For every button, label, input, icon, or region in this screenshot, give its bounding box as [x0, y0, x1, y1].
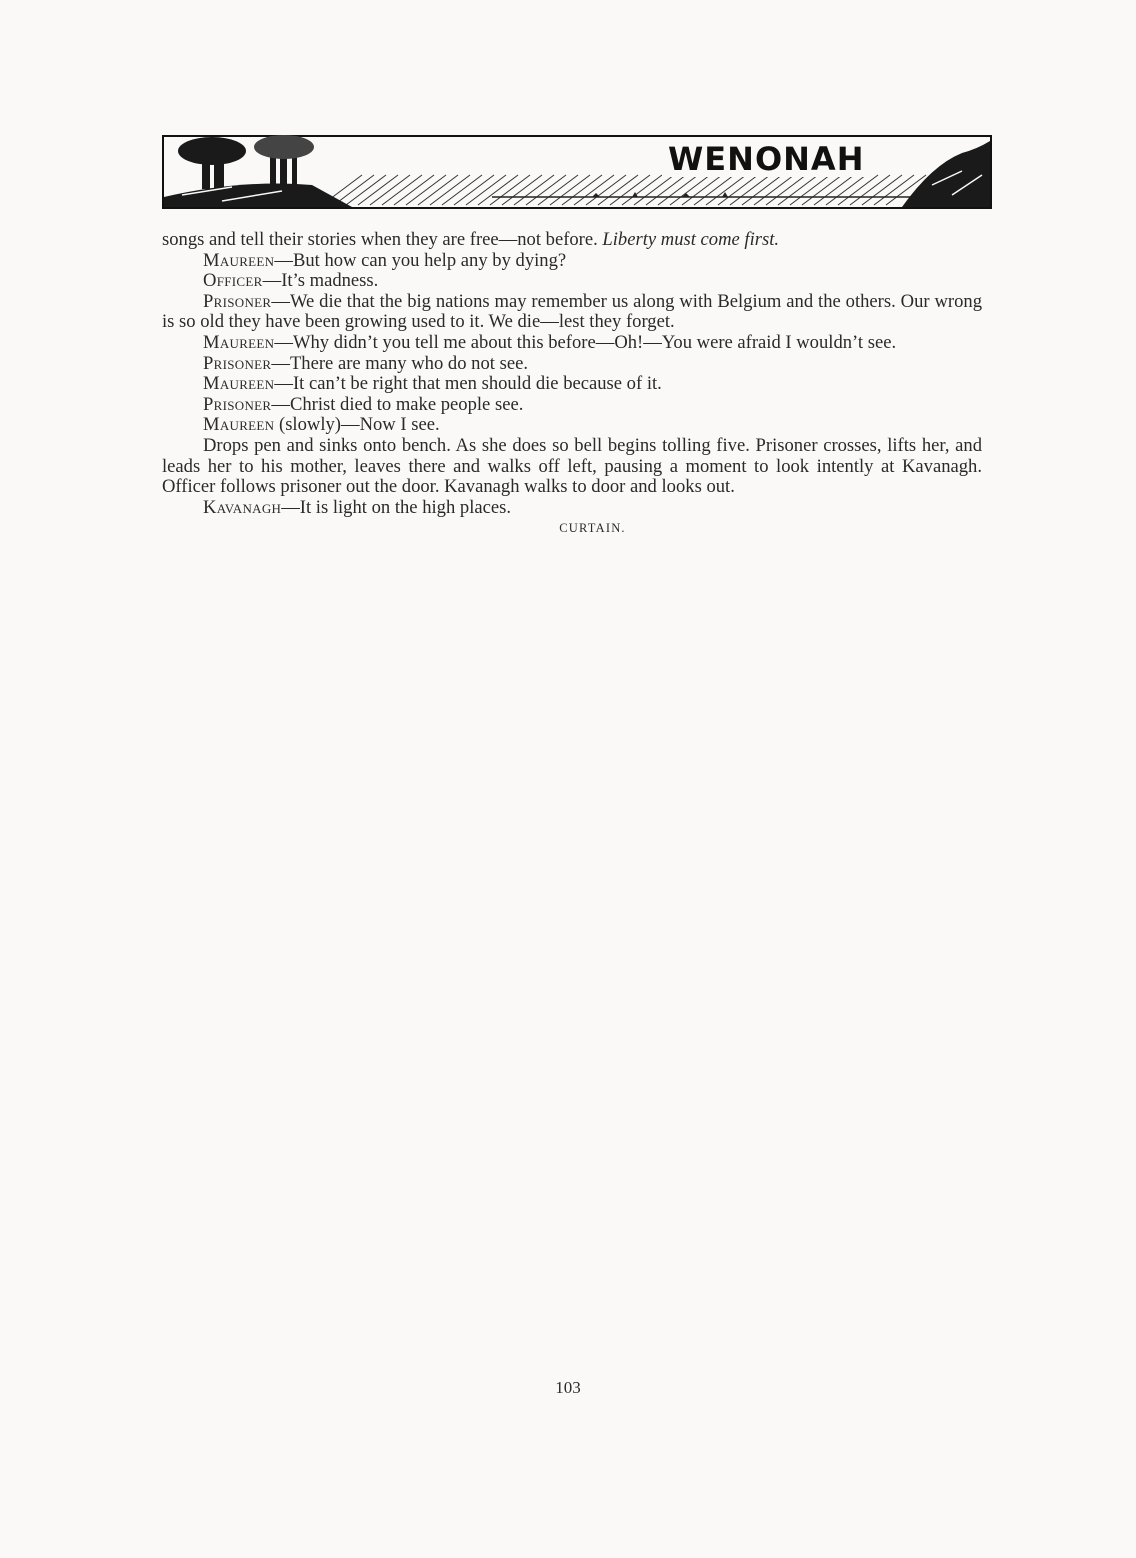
page-number: 103: [555, 1378, 581, 1397]
dialogue-line: [162, 333, 982, 354]
paragraph-text: songs and tell their stories when they are free—not before.: [162, 229, 603, 250]
speaker-name: Prisoner: [203, 393, 272, 415]
curtain-label: CURTAIN.: [559, 521, 626, 536]
paragraph-text: Drops pen and sinks onto bench. As she does so bell begins tolling five. Prisoner crosses, lifts her, and leads her to his mother, leaves there and walks off left, pausing a moment to look intently at Kavanagh. Officer follows prisoner out the door. Kavanagh walks to door and looks out.: [162, 434, 982, 498]
dialogue-line: [162, 354, 982, 375]
speaker-name: Prisoner: [203, 290, 272, 312]
dialogue-line: [162, 271, 982, 292]
dialogue-line: [162, 395, 982, 416]
speaker-name: Maureen: [203, 331, 275, 353]
dialogue-line: [162, 251, 982, 272]
dialogue-line: [162, 374, 982, 395]
speaker-name: Officer: [203, 270, 263, 292]
dialogue-line: [162, 292, 982, 333]
speaker-name: Maureen: [203, 249, 275, 271]
speaker-name: Maureen: [203, 414, 275, 436]
dialogue-text: (slowly)—Now I see.: [274, 414, 440, 436]
dialogue-line: [162, 498, 982, 519]
dialogue-line: [162, 415, 982, 436]
dialogue-text: —There are many who do not see.: [271, 352, 528, 374]
speaker-name: Prisoner: [203, 352, 272, 374]
play-text: [162, 230, 982, 539]
stage-direction: [162, 436, 982, 498]
dialogue-text: —It’s madness.: [262, 270, 379, 292]
text-paragraph: [162, 230, 982, 251]
banner-title: WENONAH: [662, 141, 870, 177]
dialogue-text: —We die that the big nations may remember us along with Belgium and the others. Our wrong is so old they have been growing used to it. We die—lest they forget.: [162, 290, 982, 333]
dialogue-text: —But how can you help any by dying?: [274, 249, 567, 271]
speaker-name: Kavanagh: [203, 496, 282, 518]
dialogue-text: —It can’t be right that men should die because of it.: [274, 373, 662, 395]
header-banner: [162, 135, 992, 209]
dialogue-text: —Christ died to make people see.: [271, 393, 524, 415]
speaker-name: Maureen: [203, 373, 275, 395]
italic-text: Liberty must come first.: [602, 229, 780, 250]
dialogue-text: —It is light on the high places.: [281, 496, 512, 518]
dialogue-text: —Why didn’t you tell me about this before—Oh!—You were afraid I wouldn’t see.: [274, 331, 897, 353]
